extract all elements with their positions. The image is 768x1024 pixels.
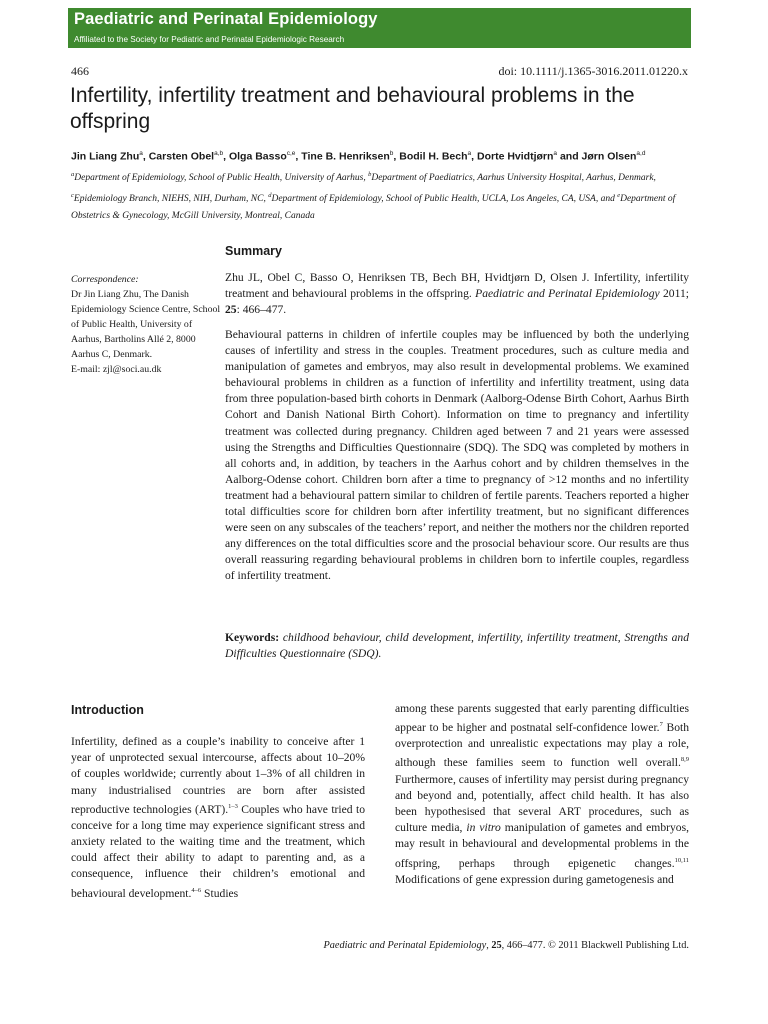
citation-ref: 10,11	[674, 856, 689, 864]
summary-heading: Summary	[225, 244, 282, 258]
correspondence-address: Dr Jin Liang Zhu, The Danish Epidemiology Science Centre, School of Public Health, University of Aarhus, Bartholins Allé 2, 8000 Aarhus C, Denmark.	[71, 289, 221, 360]
affiliation-text: Department of Paediatrics, Aarhus University Hospital, Aarhus, Denmark,	[371, 173, 656, 184]
correspondence-email[interactable]: E-mail: zjl@soci.au.dk	[71, 364, 162, 375]
body-text: Modifications of gene expression during gametogenesis and	[395, 872, 674, 886]
body-text: Furthermore, causes of infertility may persist during pregnancy and beyond and, potentially, affect child health. It has also been hypothesised that several ART procedures, such as culture media,	[395, 772, 689, 835]
abstract-text: Behavioural patterns in children of infertile couples may be influenced by both the underlying causes of infertility and stress in the couples. Treatment procedures, such as culture media and manipulation of gametes and embryos, may also result in developmental problems. We examined behavioural problems in children as a function of infertility and infertility treatment, using data from three population-based birth cohorts in Denmark (Aalborg-Odense Birth Cohort, Aarhus Birth Cohort and Danish National Birth Cohort). Information on time to pregnancy and infertility treatment was collected during pregnancy. Children aged between 7 and 21 years were assessed using the Strengths and Difficulties Questionnaire (SDQ). The SDQ was completed by mothers in all cohorts and, in addition, by teachers in the Aarhus cohort and by children themselves in the Aalborg-Odense cohort. Children born after a time to pregnancy of >12 months and no infertility treatment had a behavioural pattern similar to children of fertile parents. Teachers reported a higher total difficulties score for children born after infertility treatment, but no significant differences were seen on any subscales of the teachers’ report, and neither the mothers nor the children reported any differences on the total difficulties score and the prosocial behaviour score. Our results are thus overall reassuring regarding behavioural problems in children born to infertile couples, regardless of infertility treatment.	[225, 328, 689, 583]
affiliation-text: Department of Obstetrics & Gynecology, McGill University, Montreal, Canada	[71, 194, 676, 222]
author-affiliation-mark: b	[389, 150, 394, 157]
page-footer	[323, 940, 689, 951]
footer-sep: ,	[486, 940, 492, 951]
citation-ref: 4–6	[191, 886, 202, 894]
author-name: Bodil H. Bech	[399, 150, 468, 163]
footer-journal: Paediatric and Perinatal Epidemiology	[323, 940, 487, 951]
author-name: Olga Basso	[228, 150, 287, 163]
citation-ref: 1–3	[228, 802, 238, 810]
footer-volume: 25	[491, 940, 502, 951]
keywords-text: childhood behaviour, child development, infertility, infertility treatment, Strengths and Difficulties Questionnaire (SDQ).	[225, 631, 689, 660]
intro-column-2	[395, 701, 689, 888]
author-name: Jin Liang Zhu	[71, 150, 140, 163]
citation-year: 2011;	[659, 287, 689, 300]
author-name: Dorte Hvidtjørn	[476, 150, 554, 163]
body-text: Both overprotection and unrealistic expectations may play a role, although these families seem to function well overall.	[395, 721, 690, 770]
affiliation-mark: e	[617, 192, 621, 200]
introduction-heading: Introduction	[71, 703, 144, 717]
body-text: Infertility, defined as a couple’s inability to conceive after 1 year of unprotected sexual intercourse, affects about 10–20% of couples worldwide; currently about 1–3% of all children in many industrialised countries are born after assisted reproductive technologies (ART).	[71, 735, 365, 816]
author-list: Jin Liang Zhu$^a$, Carsten Obel$^{a,b}$, Olga Basso$^{c,e}$, Tine B. Henriksen$^b$, Bodil H. Bech$^a$, Dorte Hvidtjørn$^a$ and Jørn Olsen$^{a,d}$	[71, 150, 646, 163]
citation-ref: 8,9	[680, 756, 689, 764]
affiliation-text: Epidemiology Branch, NIEHS, NIH, Durham, NC,	[73, 194, 269, 205]
footer-rest: , 466–477. © 2011 Blackwell Publishing Ltd.	[501, 940, 689, 951]
correspondence-label: Correspondence:	[71, 274, 139, 285]
citation	[225, 270, 689, 318]
body-text: Couples who have tried to conceive for a long time may experience significant stress and anxiety related to the waiting time and the treatment, which could affect their ability to adapt to parenting and, as a consequence, influence their children’s emotional and behavioural development.	[71, 802, 365, 900]
affiliation-mark: b	[368, 171, 372, 178]
journal-title: Paediatric and Perinatal Epidemiology	[74, 10, 378, 28]
body-text: Studies	[201, 886, 239, 900]
author-name: Jørn Olsen	[581, 150, 637, 163]
journal-banner	[68, 8, 691, 48]
citation-volume: 25	[225, 303, 237, 316]
article-title: Infertility, infertility treatment and behavioural problems in the offspring	[70, 84, 635, 133]
affiliation-text: Department of Epidemiology, School of Public Health, UCLA, Los Angeles, CA, USA, and	[271, 194, 618, 205]
citation-ref: 7	[659, 721, 663, 729]
affiliation-mark: d	[268, 192, 272, 200]
citation-journal: Paediatric and Perinatal Epidemiology	[475, 287, 660, 300]
keywords	[225, 630, 689, 662]
page-number: 466	[71, 64, 89, 78]
author-affiliation-mark: a	[139, 150, 143, 157]
author-affiliation-mark: a	[467, 150, 472, 157]
author-name: Carsten Obel	[148, 150, 215, 163]
citation-pages: : 466–477.	[236, 303, 287, 316]
affiliation-text: Department of Epidemiology, School of Public Health, University of Aarhus,	[74, 173, 369, 184]
author-name: Tine B. Henriksen	[301, 150, 390, 163]
author-affiliation-mark: a,d	[636, 150, 646, 157]
body-text: manipulation of gametes and embryos, may result in behavioural and developmental problems in the offspring, perhaps through epigenetic changes.	[395, 821, 689, 870]
affiliations	[71, 166, 691, 225]
intro-column-1	[71, 734, 365, 902]
body-text: among these parents suggested that early parenting difficulties appear to be higher and postnatal self-confidence lower.	[395, 702, 689, 735]
italic-text: in vitro	[466, 821, 501, 835]
author-affiliation-mark: a	[553, 150, 558, 157]
author-affiliation-mark: a,b	[214, 150, 224, 157]
correspondence	[71, 272, 221, 377]
keywords-label: Keywords:	[225, 631, 280, 644]
author-affiliation-mark: c,e	[286, 150, 296, 157]
doi[interactable]: doi: 10.1111/j.1365-3016.2011.01220.x	[498, 64, 688, 78]
affiliation-mark: a	[71, 171, 75, 178]
affiliation-mark: c	[71, 192, 74, 200]
journal-affiliation: Affiliated to the Society for Pediatric and Perinatal Epidemiologic Research	[74, 35, 345, 44]
citation-text: Zhu JL, Obel C, Basso O, Henriksen TB, Bech BH, Hvidtjørn D, Olsen J. Infertility, infertility treatment and behavioural problems in the offspring.	[225, 271, 689, 300]
